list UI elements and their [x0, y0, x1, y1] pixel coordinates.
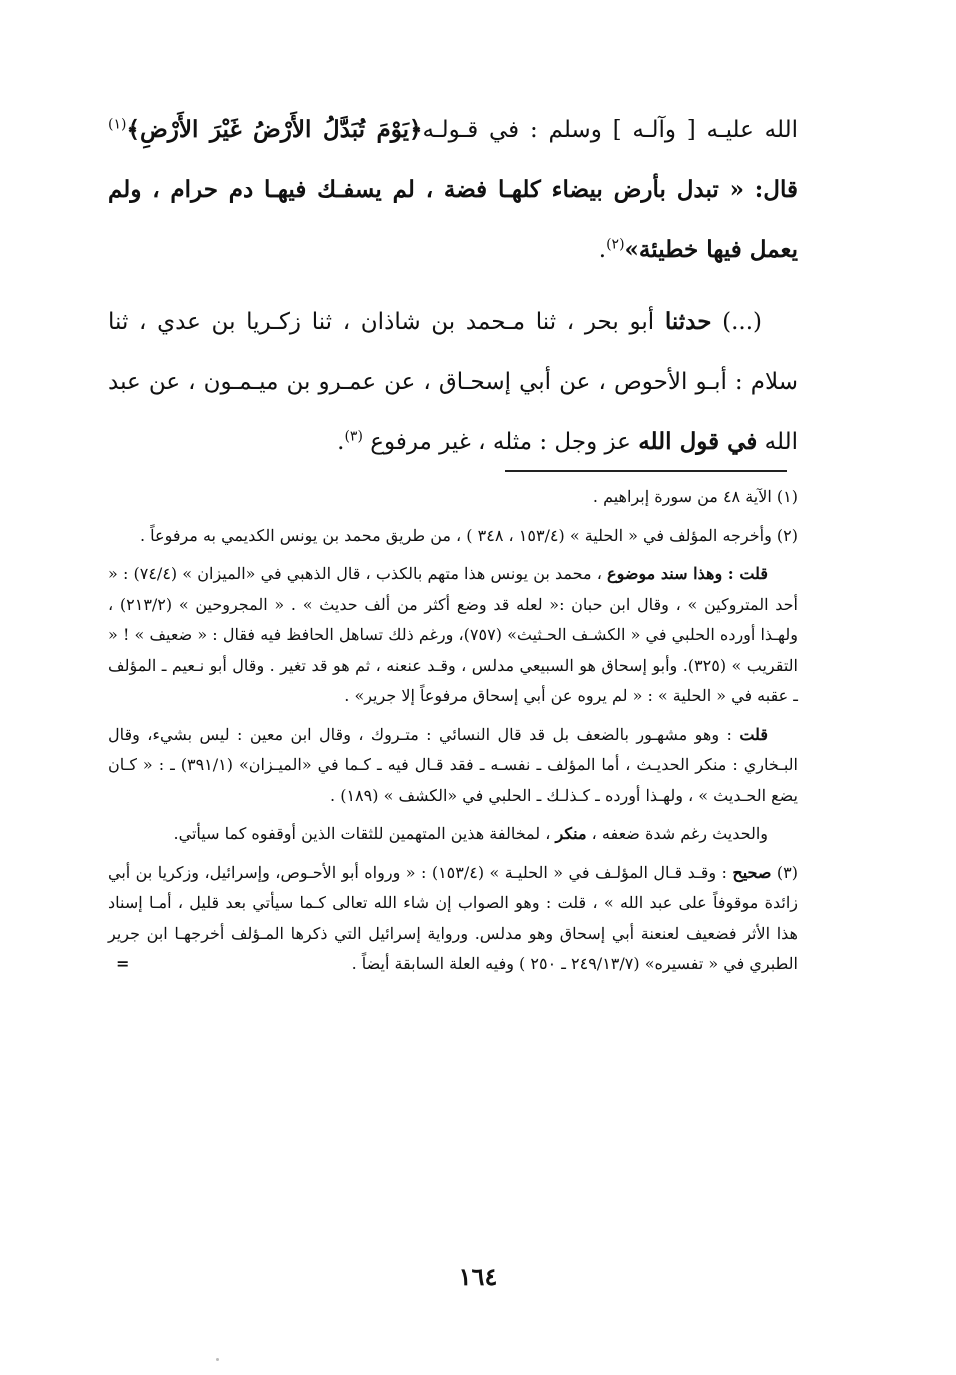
hadith-quote: قال: « تبدل بأرض بيضاء كلهـا فضة ، لم يسفـك فيهـا دم حرام ، ولم يعمل فيها خطيئة»: [108, 176, 798, 263]
narration-keyword-2: في قول الله: [638, 428, 758, 455]
grading-keyword: صحيح: [732, 862, 772, 882]
footnote-ref-1[interactable]: (١): [108, 116, 127, 133]
main-text: [108, 100, 798, 472]
conclusion-text: والحديث رغم شدة ضعفه ،: [586, 824, 768, 843]
paragraph-end: .: [598, 237, 607, 263]
paragraph-end: .: [337, 429, 345, 455]
scan-speck: [216, 1358, 219, 1361]
page-number: ١٦٤: [458, 1262, 498, 1291]
footnote-2-comment: [108, 559, 798, 712]
footnote-3: [108, 858, 798, 980]
footnote-2-conclusion: [108, 819, 798, 850]
comment-text: : وهو مشهـور بالضعف بل قد قال النسائي : متـروك ، وقال ابن معين : ليس بشيء، وقال البـخاري : منكر الحديـث ، أما المؤلف ـ نفسـه ـ فقد قـال فيه ـ كـما في «الميـزان» (٣٩١/١) ـ : « كـان يضع الحـديث » ، ولهـذا أورده ـ كـذلـك ـ الحلبي في «الكشف » (١٨٩) .: [108, 724, 798, 805]
footnote-1: (١) الآية ٤٨ من سورة إبراهيم .: [592, 487, 798, 506]
paragraph-chain: [108, 292, 798, 472]
paragraph-text: الله عليـه [ وآلـه ] وسلم : في قـولـه: [422, 117, 798, 143]
comment-text: ، محمد بن يونس هذا متهم بالكذب ، قال الذهبي في «الميزان » (٧٤/٤) : « أحد المتروكين » ، وقال ابن حبان :« لعله قد وضع أكثر من ألف حديث » . « المجروحين » (٢١٣/٢) ، ولهـذا أورده الحلبي في « الكشـف الحـثيث» (٧٥٧)، ورغم ذلك تساهل الحافظ فيه فقال : « ضعيف » ! « التقريب » (٣٢٥). وأبو إسحاق هو السبيعي مدلس ، وقـد عنعنه ، ثم هو قد تغير . وقال أبو نـعيم ـ المؤلف ـ عقبه في « الحلية » : « لم يروه عن أبي إسحاق مرفوعاً إلا جرير» .: [108, 564, 799, 705]
paragraph-text-2: عز وجل : مثله ، غير مرفوع: [362, 429, 639, 455]
comment-keyword: قلت: [739, 724, 768, 744]
footnote-lead: (٣): [771, 862, 799, 882]
grading-keyword: منكر: [555, 824, 587, 843]
paragraph-lead: (...): [711, 309, 762, 335]
footnote-ref-2[interactable]: (٢): [606, 236, 625, 253]
footnotes: [108, 478, 798, 980]
paragraph-text: أبو بحر ، ثنا مـحمد بن شاذان ، ثنا زكـريا بن عدي ، ثنا سلام : أبـو الأحوص ، عن أبي إسحـاق ، عن عمـرو بن ميـمـون ، عن عبد الله: [108, 309, 798, 455]
footnote-2: (٢) وأخرجه المؤلف في « الحلية » (١٥٣/٤ ، ٣٤٨ ) ، من طريق محمد بن يونس الكديمي به مرفوعاً .: [139, 525, 798, 545]
footnote-ref-3[interactable]: (٣): [344, 428, 363, 445]
narration-keyword: حدثنا: [664, 308, 712, 335]
continuation-mark: =: [116, 954, 130, 973]
footnote-separator: [505, 470, 787, 472]
quran-verse: ﴿يَوْمَ تُبَدَّلُ الأَرْضُ غَيْرَ الأَرْضِ﴾: [126, 116, 423, 143]
footnote-2-comment-2: [108, 720, 798, 812]
footnote-text: : وقـد قـال المؤلـف في « الحليـة » (١٥٣/٤) : « ورواه أبو الأحـوص، وإسرائيل، وزكريا بن أبي زائدة موقوفاً على عبد الله » ، قلت : وهو الصواب إن شاء الله تعالى كـما سيأتي بعد قليل ، أمـا إسناد هذا الأثر فضعيف لعنعنة أبي إسحاق وهو مدلس. ورواية إسرائيل التي ذكرها المـؤلف أخرجهـا ابن جرير الطبري في « تفسيره» (٢٤٩/١٣/٧ ـ ٢٥٠ ) وفيه العلة السابقة أيضاً .: [108, 862, 798, 973]
paragraph-hadith: [108, 100, 798, 280]
conclusion-text-2: ، لمخالفة هذين المتهمين للثقات الذين أوقفوه كما سيأتي.: [173, 824, 556, 843]
comment-keyword: قلت : وهذا سند موضوع: [607, 564, 768, 583]
